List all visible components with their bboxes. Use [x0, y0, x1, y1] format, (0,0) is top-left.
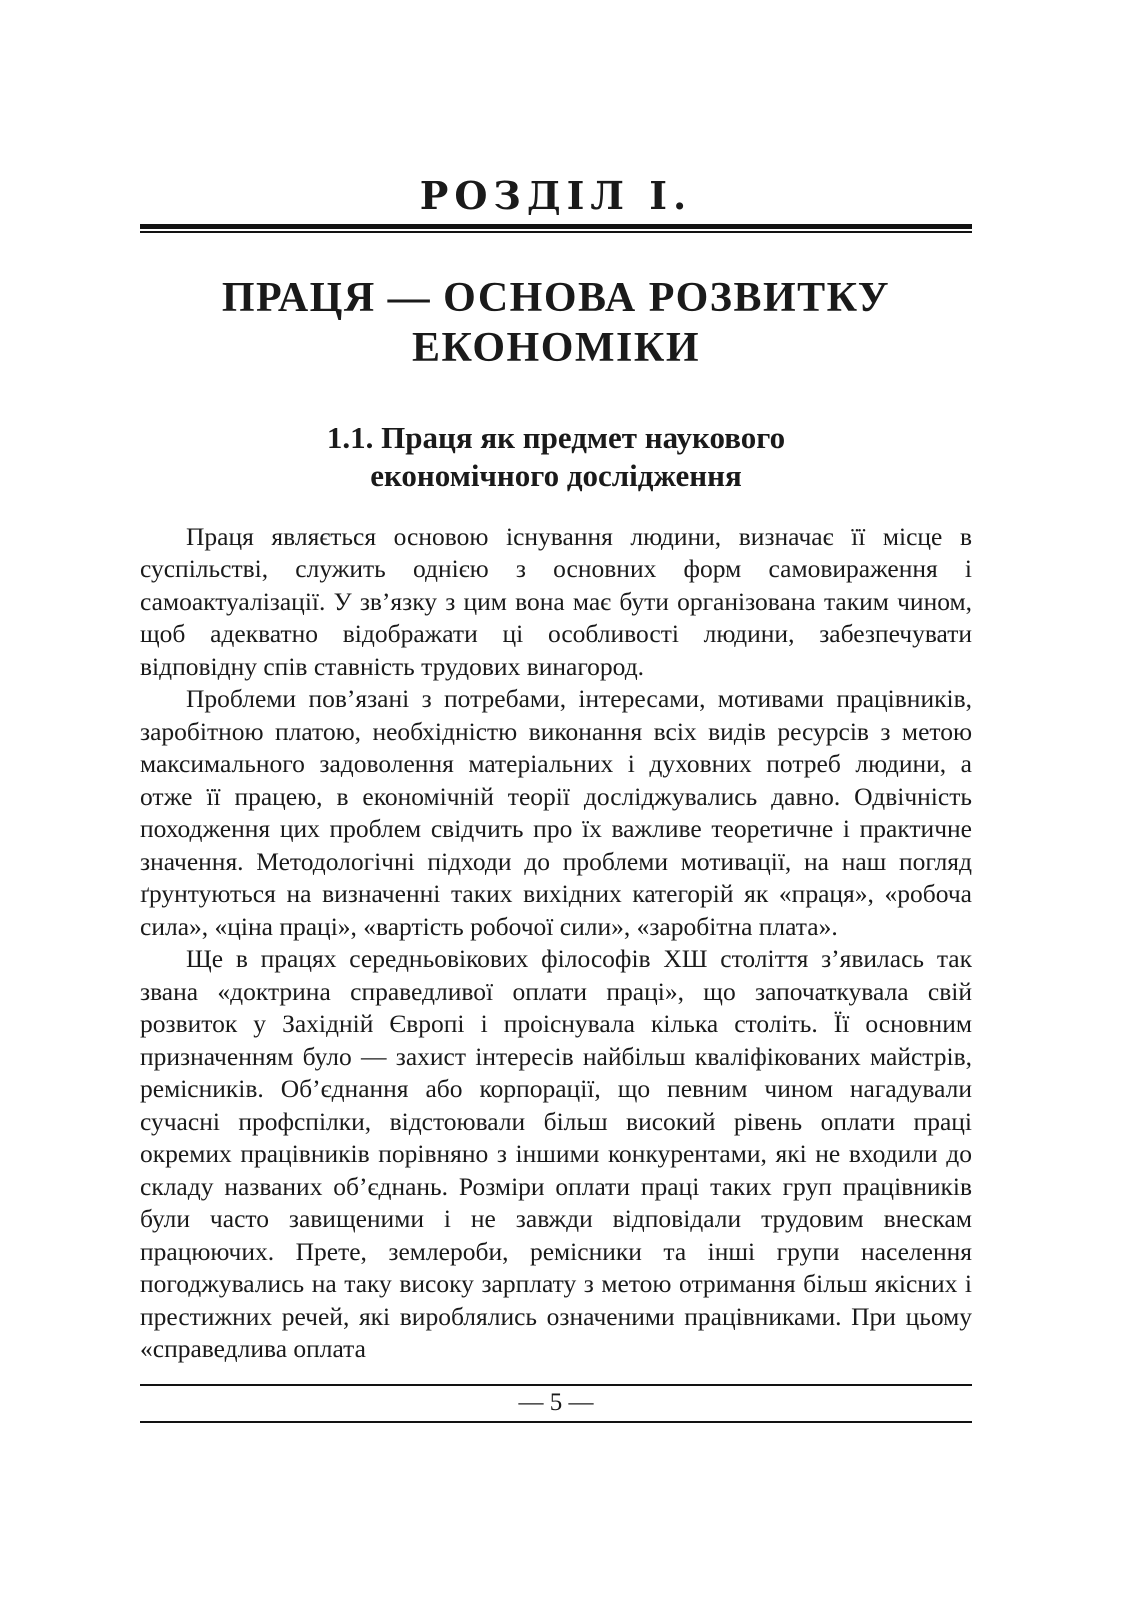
page-footer	[140, 1384, 972, 1423]
page-title	[140, 273, 972, 373]
page-content	[140, 0, 972, 1366]
chapter-header: РОЗДІЛ І.	[419, 173, 693, 218]
header-rule	[140, 224, 972, 233]
footer-rule-bottom	[140, 1421, 972, 1423]
page-title-line1: ПРАЦЯ — ОСНОВА РОЗВИТКУ	[221, 275, 891, 321]
section-heading-line2: економічного дослідження	[370, 458, 742, 493]
header-rule-thin	[140, 231, 972, 233]
paragraph: Праця являється основою існування людини, визначає її місце в суспільстві, служить однією з основних форм самовираження і самоактуалізації. У зв’язку з цим вона має бути організована таким чином, щоб адекватно відображати ці особливості людини, забезпечувати відповідну спів ставність трудових винагород.	[140, 521, 972, 681]
paragraph: Ще в працях середньовікових філософів ХШ століття з’явилась так звана «доктрина справедливої оплати праці», що започаткувала свій розвиток у Західній Європі і проіснувала кілька століть. Її основним призначенням було — захист інтересів найбільш кваліфікованих майстрів, ремісників. Об’єднання або корпорації, що певним чином нагадували сучасні профспілки, відстоювали більш високий рівень оплати праці окремих працівників порівняно з іншими конкурентами, які не входили до складу названих об’єднань. Розміри оплати праці таких груп працівників були часто завищеними і не завжди відповідали трудовим внескам працюючих. Прете, землероби, ремісники та інші групи населення погоджувались на таку високу зарплату з метою отримання більш якісних і престижних речей, які вироблялись означеними працівниками. При цьому «справедлива оплата	[140, 944, 972, 1364]
paragraph: Проблеми пов’язані з потребами, інтересами, мотивами працівників, заробітною платою, необхідністю виконання всіх видів ресурсів з метою максимального задоволення матеріальних і духовних потреб людини, а отже її працею, в економічній теорії досліджувались давно. Одвічність походження цих проблем свідчить про їх важливе теоретичне і практичне значення. Методологічні підходи до проблеми мотивації, на наш погляд ґрунтуються на визначенні таких вихідних категорій як «праця», «робоча сила», «ціна праці», «вартість робочої сили», «заробітна плата».	[140, 684, 972, 941]
header-rule-thick	[140, 224, 972, 229]
body-text	[140, 521, 972, 1366]
page-number: — 5 —	[518, 1389, 594, 1416]
section-heading	[140, 419, 972, 495]
page-title-line2: ЕКОНОМІКИ	[411, 325, 701, 371]
section-heading-line1: 1.1. Праця як предмет наукового	[326, 420, 786, 455]
